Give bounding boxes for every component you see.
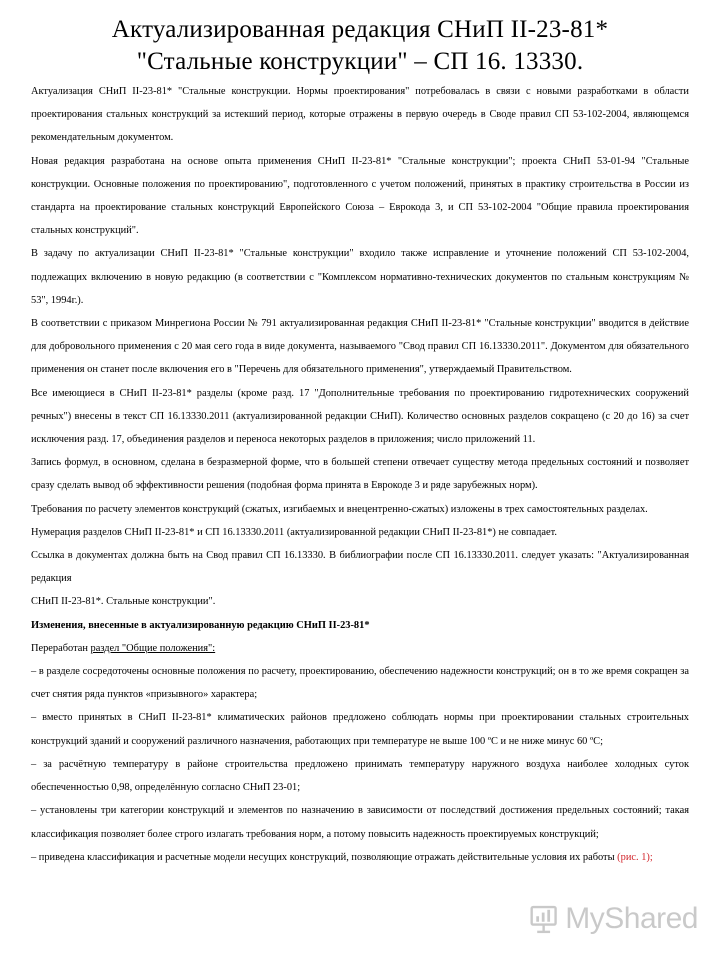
list-item: – за расчётную температуру в районе строительства предложено принимать температуру наружного воздуха наиболее холодных суток обеспеченностью 0,98, определённую согласно СНиП 23-01; xyxy=(31,758,689,794)
list-item: – вместо принятых в СНиП II-23-81* климатических районов предложено соблюдать нормы при проектировании стальных строительных конструкций зданий и сооружений различного назначения, работающих при температуре не выше 100 ºС и не ниже минус 60 ºС; xyxy=(31,712,689,747)
watermark xyxy=(528,894,698,944)
title-line-2: "Стальные конструкции" – СП 16. 13330. xyxy=(136,48,584,75)
paragraph: Новая редакция разработана на основе опыта применения СНиП II-23-81* "Стальные конструкции"; проекта СНиП 53-01-94 "Стальные конструкции. Основные положения по проектированию", подготовленного с учетом положений, принятых в практику строительства в России из стандарта на проектирование стальных конструкций Европейского Союза – Еврокода 3, и СП 53-102-2004 "Общие правила проектирования стальных конструкций". xyxy=(31,155,689,237)
paragraph: В соответствии с приказом Минрегиона России № 791 актуализированная редакция СНиП II-23-81* "Стальные конструкции" вводится в действие для добровольного применения с 20 мая сего года в виде документа, называемого "Свод правил СП 16.13330.2011". Документом для обязательного применения он станет после включения его в "Перечень для обязательного применения", утверждаемый Правительством. xyxy=(31,318,689,376)
paragraph: Ссылка в документах должна быть на Свод правил СП 16.13330. В библиографии после СП 16.13330.2011. следует указать: "Актуализированная редакция xyxy=(31,550,689,585)
paragraph: В задачу по актуализации СНиП II-23-81* "Стальные конструкции" входило также исправление и уточнение положений СП 53-102-2004, подлежащих включению в новую редакцию (в соответствии с "Комплексом нормативно-технических документов по стальным конструкциям № 53", 1994г.). xyxy=(31,248,689,306)
changes-section-line xyxy=(31,637,689,660)
paragraph: Актуализация СНиП II-23-81* "Стальные конструкции. Нормы проектирования" потребовалась в связи с новыми разработками в области проектирования стальных конструкций за истекший период, которые отражены в первую очередь в Своде правил СП 53-102-2004, являющемся рекомендательным документом. xyxy=(31,86,689,144)
list-item xyxy=(31,846,689,869)
section-link[interactable]: раздел "Общие положения": xyxy=(90,642,216,654)
paragraph: Запись формул, в основном, сделана в безразмерной форме, что в большей степени отвечает существу метода предельных состояний и позволяет сразу сделать вывод об эффективности решения (подобная форма принята в Еврокоде 3 и ряде зарубежных норм). xyxy=(31,457,689,492)
document-body xyxy=(31,80,689,869)
list-item-text: – приведена классификация и расчетные модели несущих конструкций, позволяющие отражать действительные условия их работы xyxy=(31,851,618,863)
watermark-text: MyShared xyxy=(565,902,698,935)
presentation-icon xyxy=(528,902,559,936)
page-title xyxy=(0,14,720,78)
paragraph: Требования по расчету элементов конструкций (сжатых, изгибаемых и внецентренно-сжатых) изложены в трех самостоятельных разделах. xyxy=(31,503,648,515)
list-item: – установлены три категории конструкций и элементов по назначению в зависимости от последствий достижения предельных состояний; такая классификация позволяет более строго излагать требования норм, а потому повысить надежность проектируемых конструкций; xyxy=(31,805,689,840)
changes-heading: Изменения, внесенные в актуализированную редакцию СНиП II-23-81* xyxy=(31,619,370,631)
paragraph: Все имеющиеся в СНиП II-23-81* разделы (кроме разд. 17 "Дополнительные требования по проектированию гидротехнических сооружений речных") внесены в текст СП 16.13330.2011 (актуализированной редакции СНиП). Количество основных разделов сокращено (с 20 до 16) за счет исключения разд. 17, объединения разделов и переноса некоторых разделов в приложения; число приложений 11. xyxy=(31,387,689,446)
list-item: – в разделе сосредоточены основные положения по расчету, проектированию, обеспечению надежности конструкций; он в то же время сокращен за счет снятия ряда пунктов «призывного» характера; xyxy=(31,666,689,701)
title-line-1: Актуализированная редакция СНиП II-23-81* xyxy=(111,16,609,43)
paragraph: Нумерация разделов СНиП II-23-81* и СП 16.13330.2011 (актуализированной редакции СНиП II-23-81*) не совпадает. xyxy=(31,526,558,538)
paragraph: СНиП II-23-81*. Стальные конструкции". xyxy=(31,596,216,608)
section-prefix: Переработан xyxy=(31,642,91,654)
figure-reference[interactable]: (рис. 1); xyxy=(617,851,653,863)
